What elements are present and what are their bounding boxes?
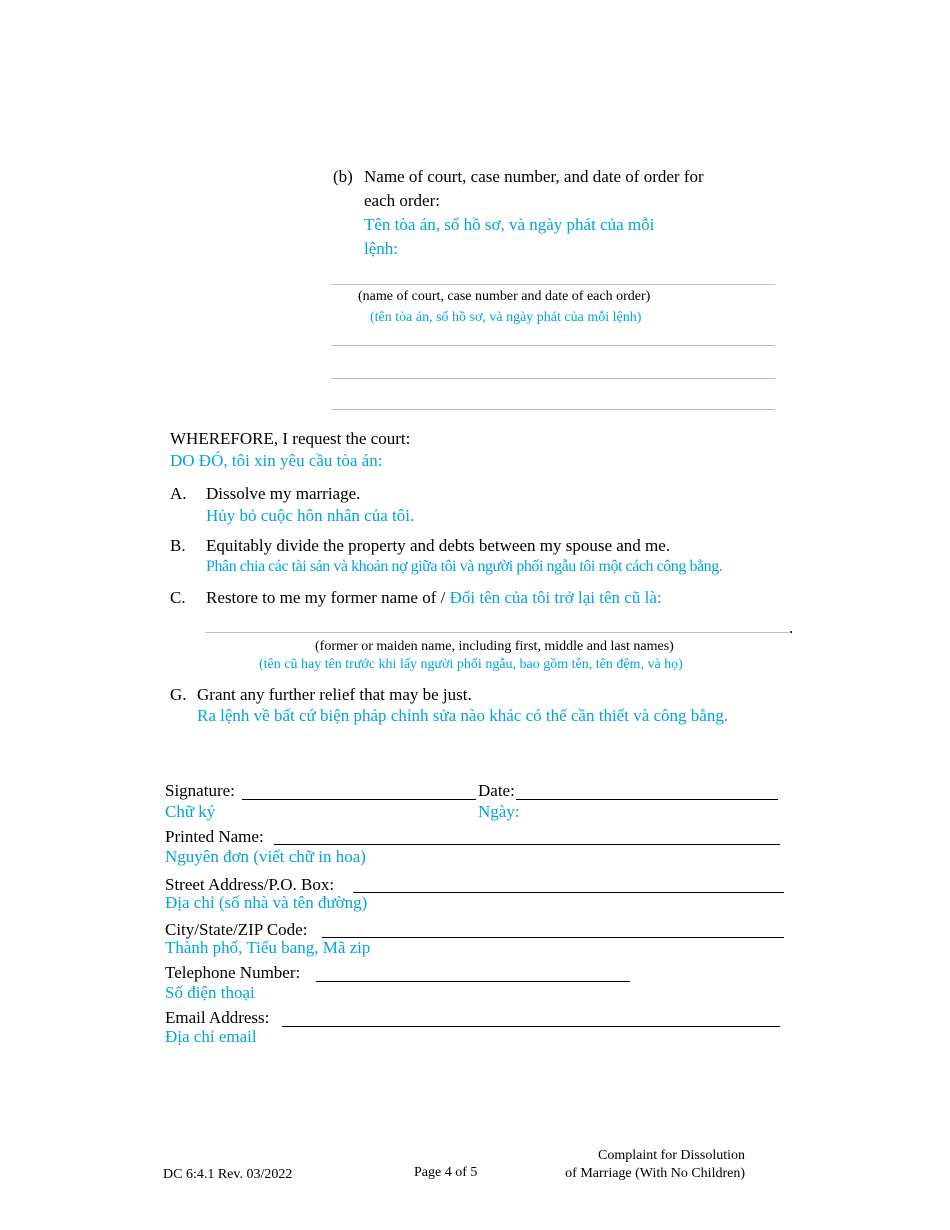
item-a-en: Dissolve my marriage.	[206, 484, 361, 503]
page-number: Page 4 of 5	[414, 1165, 478, 1180]
section-b-marker: (b)	[333, 167, 353, 186]
signature-label-vi: Chữ ký	[165, 802, 216, 821]
former-name-caption-vi: (tên cũ hay tên trước khi lấy người phối ngẫu, bao gồm tên, tên đệm, và họ)	[259, 657, 683, 672]
item-c-line	[206, 587, 662, 609]
court-order-caption-en: (name of court, case number and date of each order)	[358, 289, 651, 304]
telephone-field[interactable]	[316, 981, 630, 982]
section-b-text-vi-2: lệnh:	[364, 239, 398, 258]
item-b-vi: Phân chia các tài sản và khoản nợ giữa tôi và người phối ngẫu tôi một cách công bằng.	[206, 558, 723, 575]
printed-name-label-vi: Nguyên đơn (viết chữ in hoa)	[165, 847, 366, 866]
court-order-caption-vi: (tên tòa án, số hồ sơ, và ngày phát của mỗi lệnh)	[370, 310, 642, 325]
date-field[interactable]	[516, 799, 778, 800]
section-b-text-vi-1: Tên tòa án, số hồ sơ, và ngày phát của mỗi	[364, 215, 655, 234]
item-g-letter: G.	[170, 685, 187, 704]
signature-label: Signature:	[165, 781, 235, 800]
item-a-letter: A.	[170, 484, 187, 503]
court-order-line-4[interactable]	[331, 409, 775, 410]
date-label: Date:	[478, 781, 515, 800]
section-b-text-en-2: each order:	[364, 191, 440, 210]
form-id: DC 6:4.1 Rev. 03/2022	[163, 1167, 293, 1182]
signature-field[interactable]	[242, 799, 476, 800]
street-address-label: Street Address/P.O. Box:	[165, 875, 335, 894]
form-title-line-2: of Marriage (With No Children)	[565, 1166, 745, 1181]
former-name-caption-en: (former or maiden name, including first, middle and last names)	[315, 639, 674, 654]
court-order-line-3[interactable]	[331, 378, 775, 379]
email-label: Email Address:	[165, 1008, 270, 1027]
item-c-letter: C.	[170, 588, 186, 607]
wherefore-heading-en: WHEREFORE, I request the court:	[170, 429, 411, 448]
wherefore-heading-vi: DO ĐÓ, tôi xin yêu cầu tòa án:	[170, 451, 383, 470]
printed-name-label: Printed Name:	[165, 827, 264, 846]
city-state-zip-field[interactable]	[322, 937, 784, 938]
printed-name-field[interactable]	[274, 844, 780, 845]
item-b-letter: B.	[170, 536, 186, 555]
item-g-vi: Ra lệnh về bất cứ biện pháp chỉnh sửa nào khác có thể cần thiết và công bằng.	[197, 706, 729, 725]
city-state-zip-label-vi: Thành phố, Tiểu bang, Mã zip	[165, 938, 371, 957]
court-order-line-2[interactable]	[331, 345, 775, 346]
item-c-vi: Đổi tên của tôi trở lại tên cũ là:	[449, 588, 662, 607]
item-a-vi: Hủy bỏ cuộc hôn nhân của tôi.	[206, 506, 415, 525]
section-b-text-en-1: Name of court, case number, and date of order for	[364, 167, 704, 186]
item-b-en: Equitably divide the property and debts between my spouse and me.	[206, 536, 671, 555]
form-title-line-1: Complaint for Dissolution	[598, 1148, 745, 1163]
item-c-en: Restore to me my former name of /	[206, 588, 450, 607]
item-g-en: Grant any further relief that may be just.	[197, 685, 472, 704]
street-address-label-vi: Địa chỉ (số nhà và tên đường)	[165, 893, 368, 912]
street-address-field[interactable]	[353, 892, 784, 893]
date-label-vi: Ngày:	[478, 802, 520, 821]
former-name-line[interactable]	[205, 632, 789, 633]
telephone-label: Telephone Number:	[165, 963, 301, 982]
email-label-vi: Địa chỉ email	[165, 1027, 257, 1046]
former-name-period: .	[789, 618, 794, 637]
court-order-line-1[interactable]	[331, 284, 775, 285]
telephone-label-vi: Số điện thoại	[165, 983, 255, 1002]
city-state-zip-label: City/State/ZIP Code:	[165, 920, 308, 939]
email-field[interactable]	[282, 1026, 780, 1027]
